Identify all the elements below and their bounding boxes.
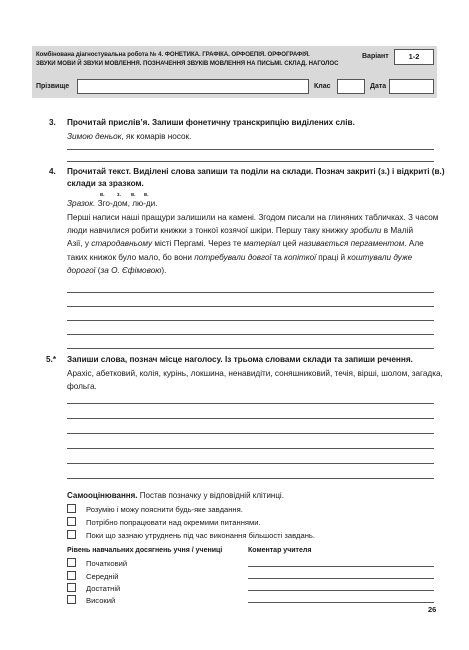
self-assessment-heading: Самооцінювання.	[67, 491, 138, 500]
q5-words-line1: Арахіс, абетковий, колія, курінь, локшина, ненавидіти, соняшниковий, течія, вірші, шолом, загадка,	[67, 369, 443, 378]
highlighted-word: дорогої	[67, 265, 96, 275]
sample-label: Зразок.	[67, 199, 96, 208]
work-title-line1: Комбінована діагностувальна робота № 4. ФОНЕТИКА. ГРАФІКА. ОРФОЕПІЯ. ОРФОГРАФІЯ.	[36, 51, 310, 58]
answer-line[interactable]	[67, 320, 434, 321]
comment-line[interactable]	[248, 578, 434, 579]
q3-proverb-highlight: Зимою деньок	[67, 132, 122, 141]
q4-text-line	[67, 251, 439, 264]
variant-value: 1-2	[394, 49, 434, 65]
self-assessment-instruction: Постав позначку у відповідній клітинці.	[137, 491, 284, 500]
q3-proverb-rest: , як комарів носок.	[121, 132, 192, 141]
answer-line[interactable]	[67, 334, 434, 335]
highlighted-word: називається пергаментом	[298, 239, 405, 249]
sample-word: Зго-дом, лю-ди.	[97, 199, 158, 208]
q4-task	[67, 166, 445, 190]
answer-line[interactable]	[67, 448, 434, 449]
q4-sample	[67, 197, 157, 210]
level-checkbox-high[interactable]	[67, 595, 76, 604]
level-label: Високий	[86, 596, 116, 605]
q4-text-line	[67, 224, 439, 237]
comment-line[interactable]	[248, 566, 434, 567]
levels-title: Рівень навчальних досягнень учня / учениці	[67, 547, 223, 554]
self-assessment-option: Потрібно попрацювати над окремими питаннями.	[86, 518, 261, 527]
level-checkbox-sufficient[interactable]	[67, 583, 76, 592]
text-span: (	[95, 265, 101, 275]
text-span: праці й	[315, 252, 348, 262]
header-panel	[32, 46, 437, 98]
answer-line[interactable]	[67, 433, 434, 434]
answer-line[interactable]	[67, 418, 434, 419]
surname-label: Прізвище	[36, 83, 70, 90]
class-label: Клас	[314, 83, 331, 90]
text-span: люди навчилися робити книжки з тонкої козячої шкіри. Першу таку книжку	[67, 226, 351, 236]
syllable-mark: з.	[117, 192, 121, 198]
q3-task: Прочитай прислів’я. Запиши фонетичну транскрипцію виділених слів.	[67, 118, 355, 127]
text-span: та	[271, 252, 285, 262]
highlighted-word: потребували довгої	[194, 252, 272, 262]
self-assessment-checkbox-2[interactable]	[67, 517, 76, 526]
q3-number: 3.	[49, 118, 56, 127]
q5-words-line2: фольга.	[67, 382, 97, 392]
self-assessment-option: Поки що зазнаю утруднень під час виконання більшості завдань.	[86, 531, 315, 540]
surname-field[interactable]	[77, 79, 309, 94]
comment-line[interactable]	[248, 590, 434, 591]
text-span: місті Пергамі. Через те	[152, 239, 244, 249]
syllable-mark: в.	[144, 192, 149, 198]
level-label: Достатній	[86, 584, 121, 593]
text-span: таких книжок було мало, бо вони	[67, 252, 195, 262]
level-label: Середній	[86, 572, 119, 581]
highlighted-word: матеріал	[243, 239, 281, 249]
text-span: цей	[280, 239, 299, 249]
q3-proverb	[67, 130, 191, 143]
q4-text-line	[67, 237, 439, 250]
variant-label: Варіант	[362, 53, 389, 60]
answer-line[interactable]	[67, 292, 434, 293]
date-label: Дата	[370, 83, 387, 90]
syllable-mark: в.	[131, 192, 136, 198]
text-span: в Малій	[381, 226, 414, 236]
highlighted-word: коштували дуже	[347, 252, 413, 262]
highlighted-word: копіткої	[284, 252, 316, 262]
highlighted-word: зробили	[350, 226, 382, 236]
q4-text-line: Перші написи наші пращури залишили на камені. Згодом писали на глиняних табличках. З часом	[67, 213, 439, 222]
q5-words	[67, 367, 443, 393]
level-label: Початковий	[86, 559, 128, 568]
answer-line[interactable]	[67, 463, 434, 464]
work-title	[36, 50, 339, 68]
q5-task: Запиши слова, познач місце наголосу. Із трьома словами склади та запиши речення.	[67, 355, 413, 364]
work-title-line2: ЗВУКИ МОВИ Й ЗВУКИ МОВЛЕННЯ. ПОЗНАЧЕННЯ ЗВУКІВ МОВЛЕННЯ НА ПИСЬМІ. СКЛАД. НАГОЛОС	[36, 60, 339, 67]
syllable-mark: в.	[100, 192, 105, 198]
answer-line[interactable]	[67, 161, 434, 162]
page-number: 26	[428, 605, 437, 614]
text-span: ).	[161, 265, 167, 275]
comment-line[interactable]	[248, 602, 434, 603]
q5-number: 5.*	[46, 355, 57, 364]
self-assessment-option: Розумію і можу пояснити будь-яке завдання.	[86, 505, 243, 514]
answer-line[interactable]	[67, 306, 434, 307]
text-span: Азії, у	[67, 239, 92, 249]
q4-number: 4.	[49, 167, 56, 176]
q4-task-line1: Прочитай текст. Виділені слова запиши та поділи на склади. Познач закриті (з.) і відкриті (в.)	[67, 167, 445, 176]
answer-line[interactable]	[67, 403, 434, 404]
teacher-comment-title: Коментар учителя	[248, 547, 312, 554]
source-attribution: за О. Єфімовою	[100, 265, 162, 275]
self-assessment-title	[67, 489, 284, 502]
answer-line[interactable]	[67, 149, 434, 150]
class-field[interactable]	[337, 79, 365, 94]
level-checkbox-initial[interactable]	[67, 558, 76, 567]
highlighted-word: стародавньому	[91, 239, 153, 249]
q4-text-line	[67, 264, 439, 277]
date-field[interactable]	[389, 79, 434, 94]
level-checkbox-medium[interactable]	[67, 571, 76, 580]
text-span: . Але	[404, 239, 424, 249]
answer-line[interactable]	[67, 348, 434, 349]
answer-line[interactable]	[67, 478, 434, 479]
q4-text	[67, 211, 439, 277]
self-assessment-checkbox-1[interactable]	[67, 504, 76, 513]
self-assessment-checkbox-3[interactable]	[67, 530, 76, 539]
q4-task-line2: склади за зразком.	[67, 179, 144, 188]
